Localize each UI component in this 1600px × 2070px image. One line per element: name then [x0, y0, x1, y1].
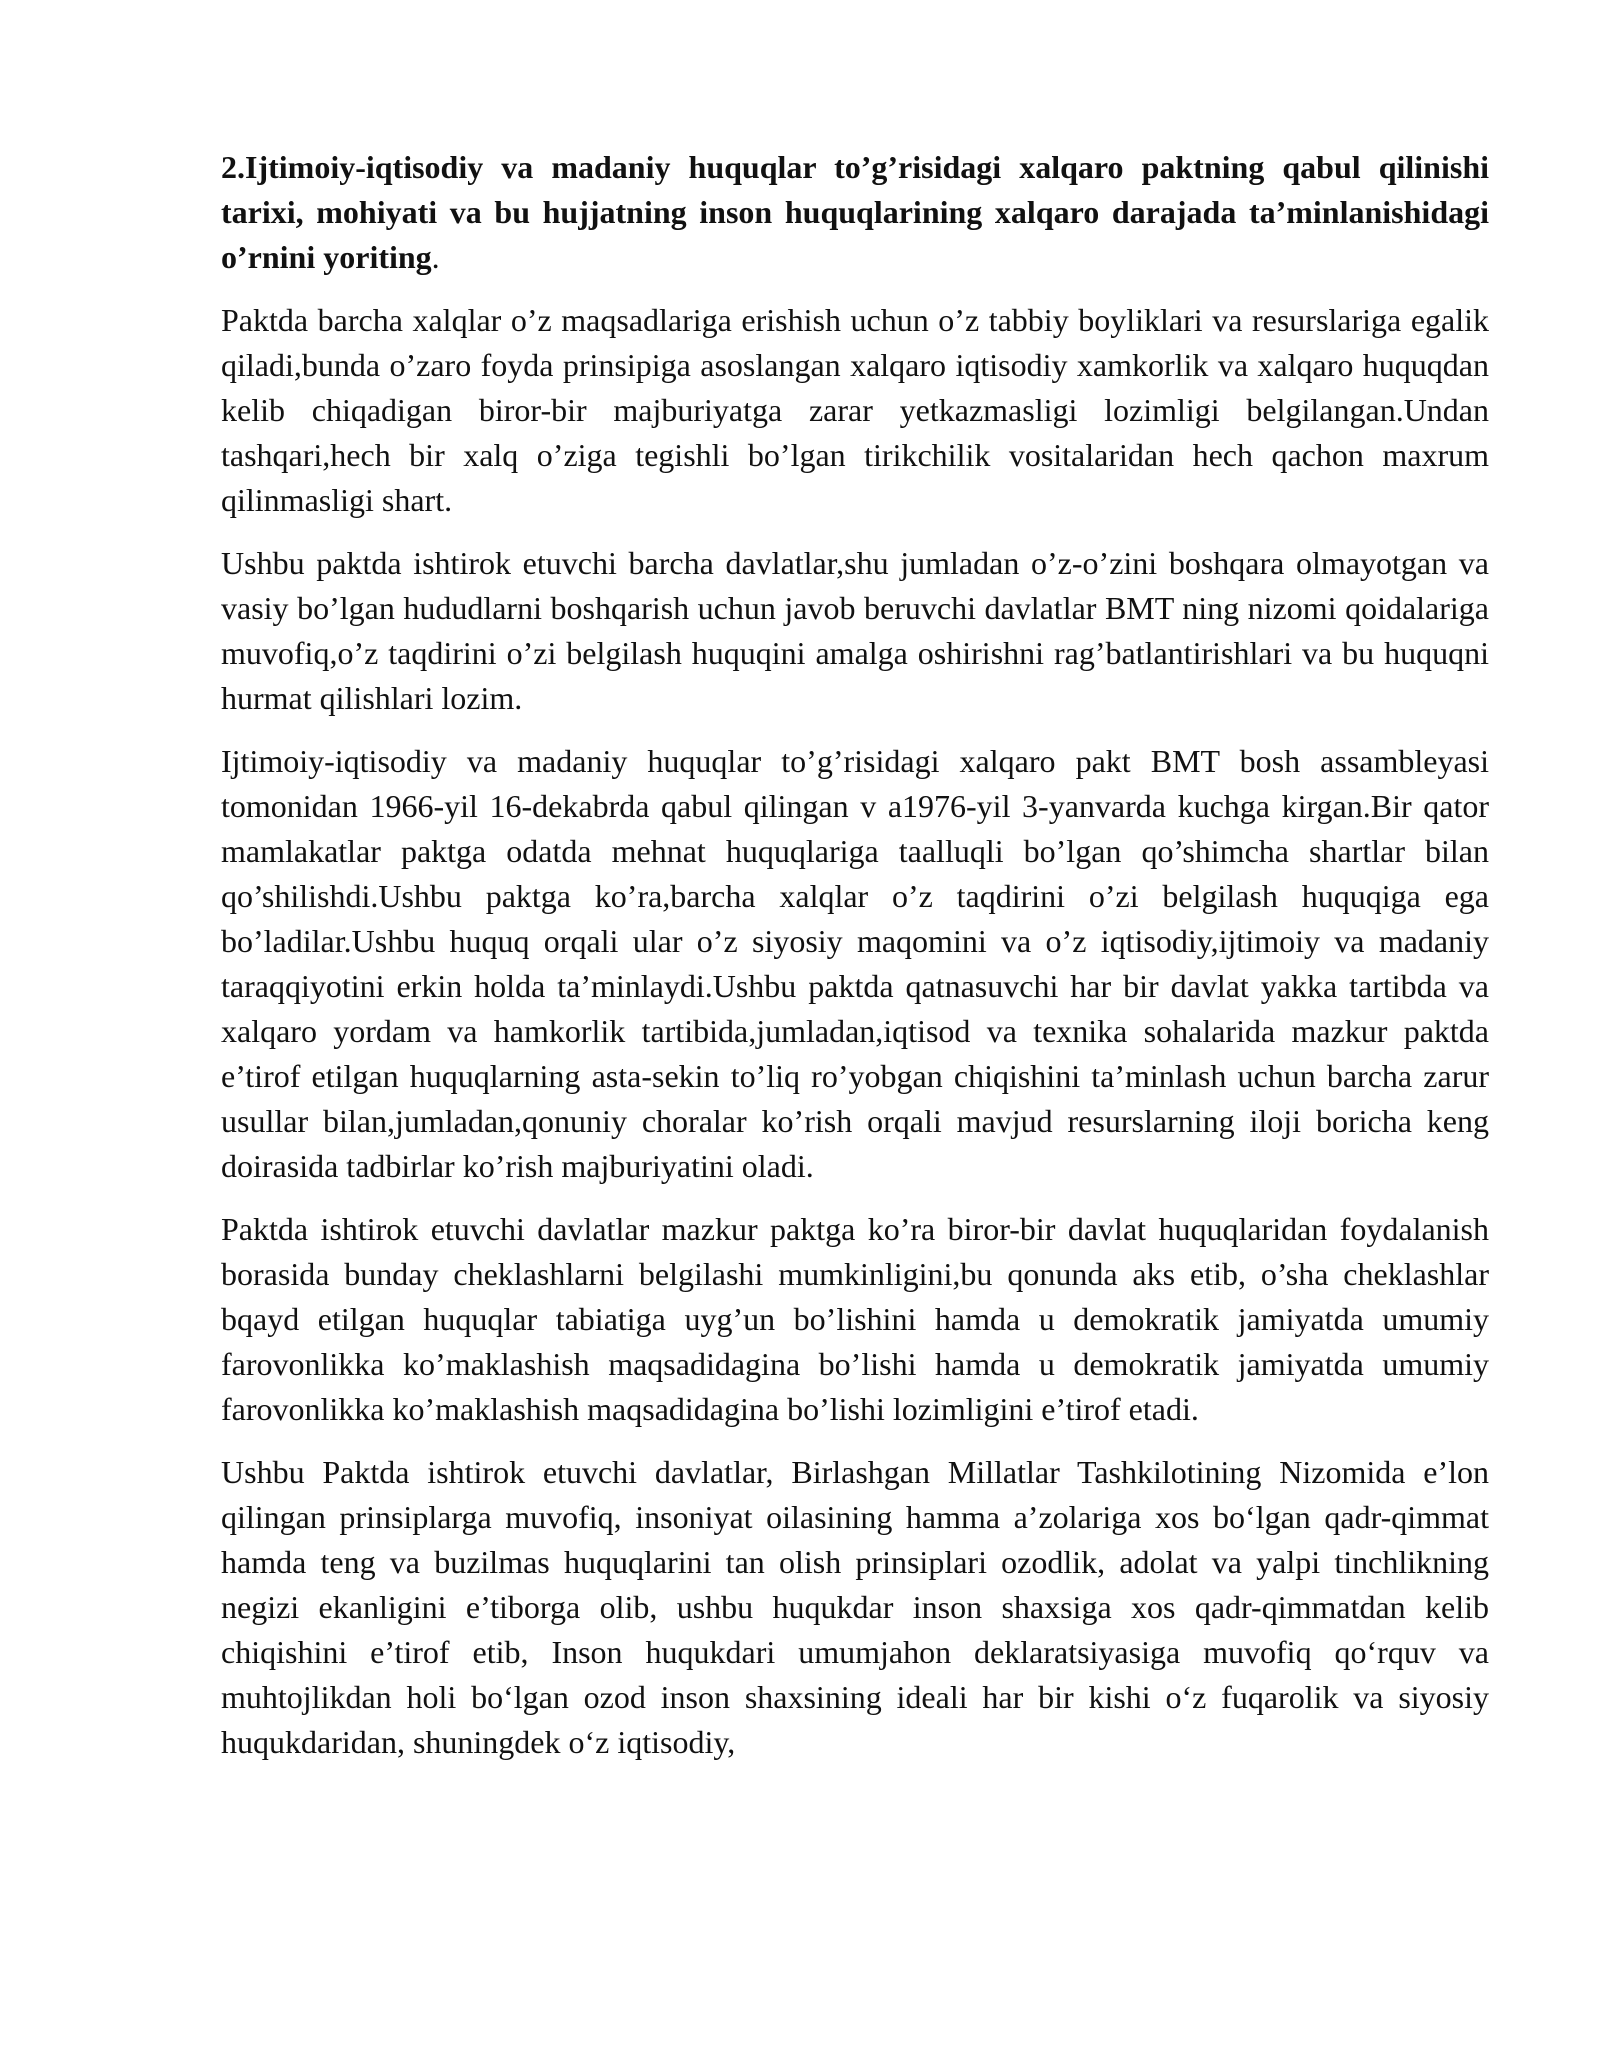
paragraph-1: Paktda barcha xalqlar o’z maqsadlariga erishish uchun o’z tabbiy boyliklari va resurslariga egalik qiladi,bunda o’zaro foyda prinsipiga asoslangan xalqaro iqtisodiy xamkorlik va xalqaro huquqdan kelib chiqadigan biror-bir majburiyatga zarar yetkazmasligi lozimligi belgilangan.Undan tashqari,hech bir xalq o’ziga tegishli bo’lgan tirikchilik vositalaridan hech qachon maxrum qilinmasligi shart. — [221, 302, 1489, 518]
paragraph-3: Ijtimoiy-iqtisodiy va madaniy huquqlar to’g’risidagi xalqaro pakt BMT bosh assambleyasi tomonidan 1966-yil 16-dekabrda qabul qilingan v a1976-yil 3-yanvarda kuchga kirgan.Bir qator mamlakatlar paktga odatda mehnat huquqlariga taalluqli bo’lgan qo’shimcha shartlar bilan qo’shilishdi.Ushbu paktga ko’ra,barcha xalqlar o’z taqdirini o’zi belgilash huquqiga ega bo’ladilar.Ushbu huquq orqali ular o’z siyosiy maqomini va o’z iqtisodiy,ijtimoiy va madaniy taraqqiyotini erkin holda ta’minlaydi.Ushbu paktda qatnasuvchi har bir davlat yakka tartibda va xalqaro yordam va hamkorlik tartibida,jumladan,iqtisod va texnika sohalarida mazkur paktda e’tirof etilgan huquqlarning asta-sekin to’liq ro’yobgan chiqishini ta’minlash uchun barcha zarur usullar bilan,jumladan,qonuniy choralar ko’rish orqali mavjud resurslarning iloji boricha keng doirasida tadbirlar ko’rish majburiyatini oladi. — [221, 743, 1489, 1184]
paragraph-2: Ushbu paktda ishtirok etuvchi barcha davlatlar,shu jumladan o’z-o’zini boshqara olmayotgan va vasiy bo’lgan hududlarni boshqarish uchun javob beruvchi davlatlar BMT ning nizomi qoidalariga muvofiq,o’z taqdirini o’zi belgilash huquqini amalga oshirishni rag’batlantirishlari va bu huquqni hurmat qilishlari lozim. — [221, 545, 1489, 716]
paragraph-5: Ushbu Paktda ishtirok etuvchi davlatlar, Birlashgan Millatlar Tashkilotining Nizomida e’lon qilingan prinsiplarga muvofiq, insoniyat oilasining hamma a’zolariga xos bo‘lgan qadr-qimmat hamda teng va buzilmas huquqlarini tan olish prinsiplari ozodlik, adolat va yalpi tinchlikning negizi ekanligini e’tiborga olib, ushbu huqukdar inson shaxsiga xos qadr-qimmatdan kelib chiqishini e’tirof etib, Inson huqukdari umumjahon deklaratsiyasiga muvofiq qo‘rquv va muhtojlikdan holi bo‘lgan ozod inson shaxsining ideali har bir kishi o‘z fuqarolik va siyosiy huqukdaridan, shuningdek o‘z iqtisodiy, — [221, 1454, 1489, 1760]
document-heading — [221, 145, 1489, 280]
heading-period: . — [431, 239, 440, 275]
paragraph-4: Paktda ishtirok etuvchi davlatlar mazkur paktga ko’ra biror-bir davlat huquqlaridan foydalanish borasida bunday cheklashlarni belgilashi mumkinligini,bu qonunda aks etib, o’sha cheklashlar bqayd etilgan huquqlar tabiatiga uyg’un bo’lishini hamda u demokratik jamiyatda umumiy farovonlikka ko’maklashish maqsadidagina bo’lishi hamda u demokratik jamiyatda umumiy farovonlikka ko’maklashish maqsadidagina bo’lishi lozimligini e’tirof etadi. — [221, 1211, 1489, 1427]
heading-text: 2.Ijtimoiy-iqtisodiy va madaniy huquqlar to’g’risidagi xalqaro paktning qabul qilinishi tarixi, mohiyati va bu hujjatning inson huquqlarining xalqaro darajada ta’minlanishidagi o’rnini yoriting — [221, 149, 1489, 275]
document-page — [221, 145, 1489, 1783]
